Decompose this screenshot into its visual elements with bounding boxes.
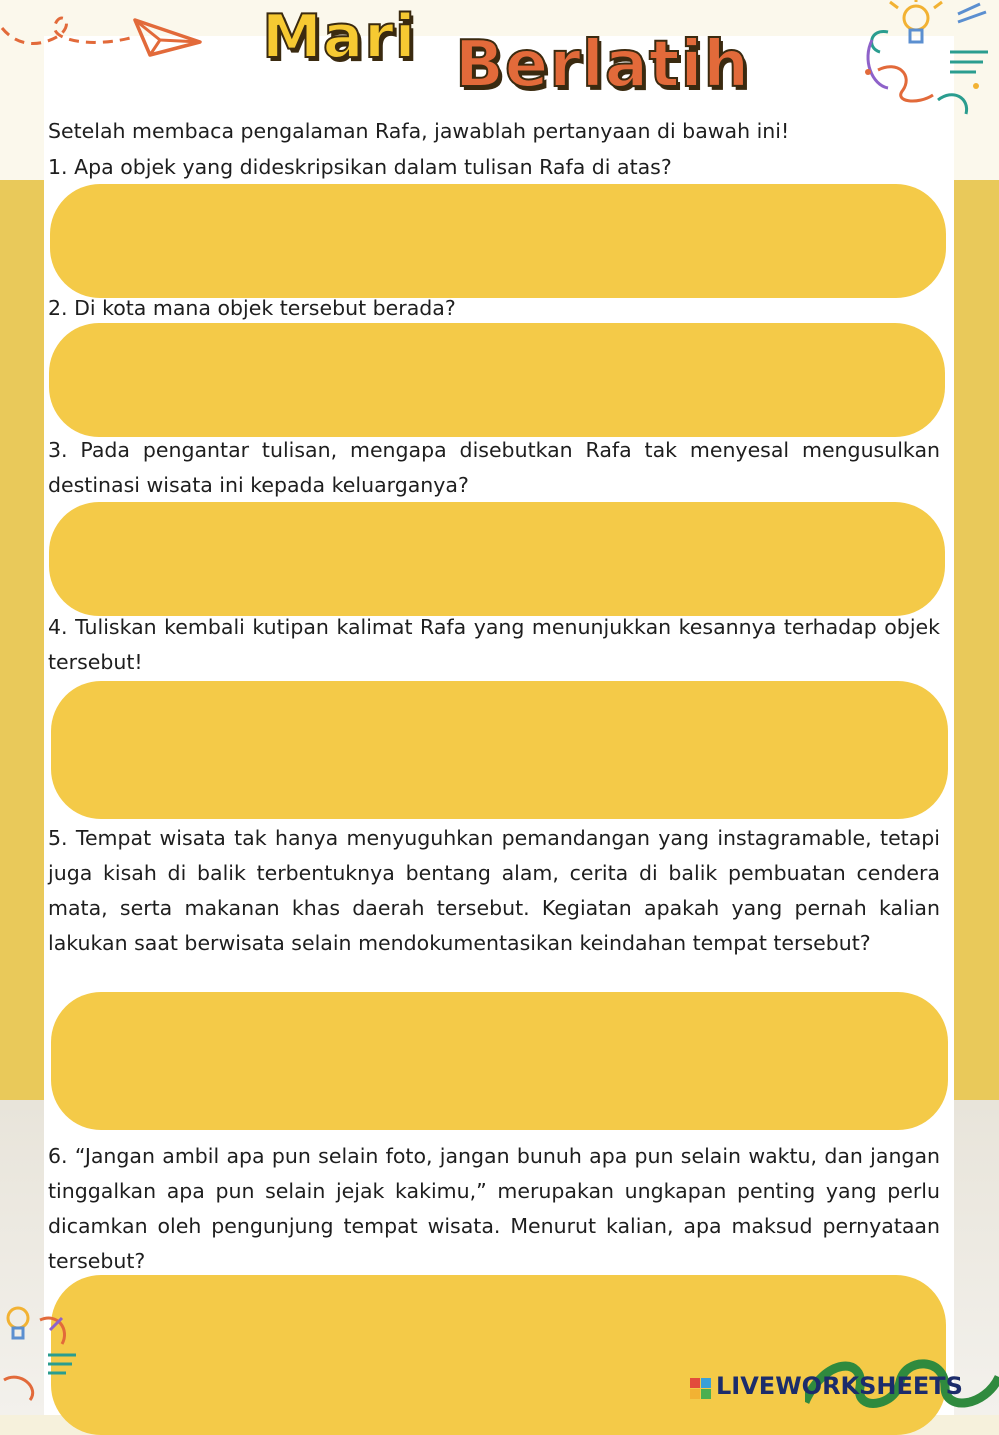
answer-box-1[interactable] xyxy=(50,184,946,298)
answer-box-5[interactable] xyxy=(51,992,948,1130)
answer-box-2[interactable] xyxy=(49,323,945,437)
question-2: 2. Di kota mana objek tersebut berada? xyxy=(48,296,456,320)
question-4: 4. Tuliskan kembali kutipan kalimat Rafa yang menunjukkan kesannya terhadap objek tersebut! xyxy=(48,615,940,674)
lightbulb-hands-icon-bottom xyxy=(0,1300,110,1415)
title-berlatih: Berlatih xyxy=(455,28,750,102)
question-1: 1. Apa objek yang dideskripsikan dalam tulisan Rafa di atas? xyxy=(48,155,672,179)
page-title xyxy=(0,0,999,110)
question-6: 6. “Jangan ambil apa pun selain foto, jangan bunuh apa pun selain waktu, dan jangan tinggalkan apa pun selain jejak kakimu,” merupakan ungkapan penting yang perlu dicamkan oleh pengunjung tempat wisata. Menurut kalian, apa maksud pernyataan tersebut? xyxy=(48,1144,940,1273)
answer-box-4[interactable] xyxy=(51,681,948,819)
liveworksheets-logo-icon xyxy=(690,1378,712,1400)
answer-box-3[interactable] xyxy=(49,502,945,616)
question-5: 5. Tempat wisata tak hanya menyuguhkan pemandangan yang instagramable, tetapi juga kisah di balik terbentuknya bentang alam, cerita di balik pembuatan cendera mata, serta makanan khas daerah tersebut. Kegiatan apakah yang pernah kalian lakukan saat berwisata selain mendokumentasikan keindahan tempat tersebut? xyxy=(48,826,940,955)
brand-text: LIVEWORKSHEETS xyxy=(716,1372,963,1400)
question-3: 3. Pada pengantar tulisan, mengapa disebutkan Rafa tak menyesal mengusulkan destinasi wisata ini kepada keluarganya? xyxy=(48,438,940,497)
title-mari: Mari xyxy=(262,2,417,72)
instructions-text: Setelah membaca pengalaman Rafa, jawablah pertanyaan di bawah ini! xyxy=(48,119,790,143)
lightbulb-hands-icon xyxy=(858,0,998,125)
